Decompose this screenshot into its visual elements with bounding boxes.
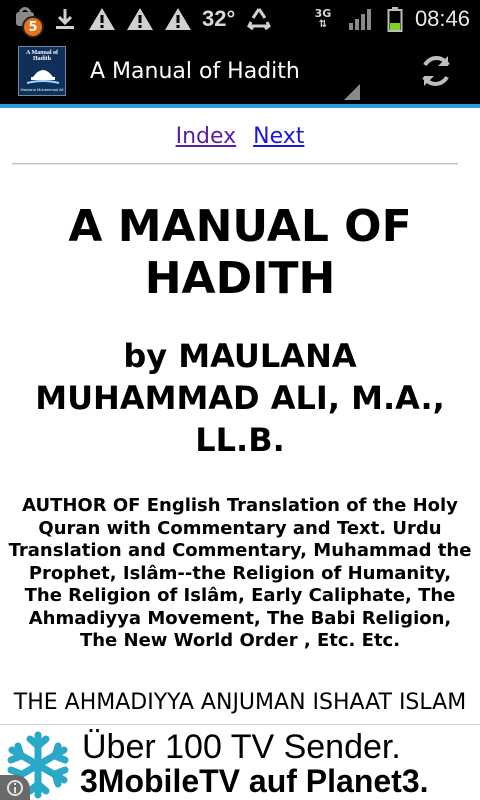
app-logo-title: A Manual of Hadith [25, 50, 58, 62]
page-title: A MANUAL OF HADITH [68, 201, 412, 304]
app-title: A Manual of Hadith [90, 58, 300, 84]
app-title-spinner[interactable] [90, 36, 330, 106]
ad-subline: 3MobileTV auf Planet3. [80, 763, 429, 799]
warning-icon [88, 6, 116, 32]
download-icon [52, 6, 78, 32]
author-byline: by MAULANA MUHAMMAD ALI, M.A., LL.B. [35, 337, 445, 459]
refresh-button[interactable] [416, 51, 456, 91]
horizontal-rule [12, 163, 458, 165]
refresh-icon [417, 52, 455, 90]
app-logo[interactable] [18, 46, 66, 96]
app-action-bar [0, 38, 480, 108]
notification-icon [12, 6, 42, 35]
temperature-text: 32° [202, 6, 236, 31]
signal-icon [347, 6, 375, 32]
status-bar [0, 0, 480, 38]
ad-headline: Über 100 TV Sender. [82, 728, 401, 766]
spinner-dropdown-icon [344, 84, 360, 100]
network-type-label: 3G [314, 7, 332, 20]
publisher-text: THE AHMADIYYA ANJUMAN ISHAAT ISLAM [13, 689, 467, 715]
ad-info-icon[interactable] [0, 775, 30, 800]
webview-content[interactable] [0, 112, 480, 724]
warning-icon [126, 6, 154, 32]
battery-icon [385, 6, 405, 32]
author-works-paragraph: AUTHOR OF English Translation of the Holy Quran with Commentary and Text. Urdu Translation and Commentary, Muhammad the Prophet, Islâm--the Religion of Humanity, The Religion of Islâm, Early Caliphate, The Ahmadiyya Movement, The Babi Religion, The New World Order , Etc. Etc. [8, 495, 472, 651]
notification-count-badge: 5 [22, 16, 44, 38]
ad-banner[interactable] [0, 724, 480, 800]
app-logo-author: Maulana Muhammad Ali [20, 87, 64, 92]
recycle-icon [245, 6, 273, 32]
index-link[interactable]: Index [175, 124, 237, 149]
warning-icon [164, 6, 192, 32]
page-nav [0, 124, 480, 149]
clock-text: 08:46 [414, 6, 470, 31]
next-link[interactable]: Next [253, 124, 305, 149]
network-3g-icon: 3G ⇅ [314, 7, 332, 30]
